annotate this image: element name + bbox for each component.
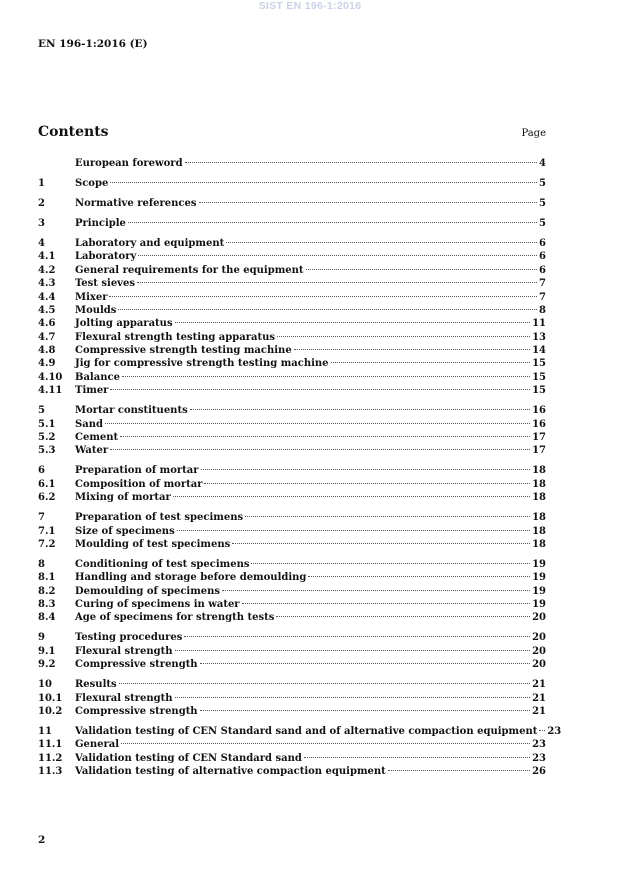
toc-entry-page[interactable]: 16 [532, 418, 546, 430]
toc-entry[interactable] [38, 478, 546, 491]
toc-entry-page[interactable]: 20 [532, 659, 546, 671]
toc-entry-number: 8.4 [38, 612, 56, 624]
toc-entry-page[interactable]: 19 [532, 585, 546, 597]
toc-entry-number: 8.2 [38, 585, 56, 597]
toc-entry-page[interactable]: 21 [532, 706, 546, 717]
toc-entry[interactable] [38, 538, 546, 551]
toc-entry[interactable] [38, 237, 546, 250]
toc-entry[interactable] [38, 357, 546, 370]
toc-entry-number: 11.3 [38, 766, 63, 778]
toc-dot-leader [204, 483, 530, 484]
toc-entry-title[interactable]: Laboratory and equipment [75, 237, 225, 249]
toc-entry-number: 6 [38, 465, 45, 477]
toc-entry-title[interactable]: Mixer [75, 291, 108, 303]
toc-entry[interactable] [38, 277, 546, 290]
toc-entry-title[interactable]: Normative references [75, 197, 197, 209]
toc-entry-title[interactable]: Timer [75, 385, 109, 397]
toc-entry-title[interactable]: Age of specimens for strength tests [75, 612, 275, 624]
toc-entry-number: 4.11 [38, 385, 63, 397]
toc-dot-leader [137, 282, 537, 283]
toc-entry-title[interactable]: Principle [75, 217, 126, 229]
toc-entry-page[interactable]: 18 [532, 478, 546, 490]
toc-entry-number: 11.1 [38, 739, 63, 751]
toc-entry[interactable] [38, 658, 546, 671]
watermark-text: SIST EN 196-1:2016 [258, 0, 362, 12]
toc-entry-page[interactable]: 17 [532, 445, 546, 457]
toc-entry-title[interactable]: Moulds [75, 304, 117, 316]
toc-dot-leader [105, 423, 530, 424]
toc-dot-leader [539, 730, 545, 731]
toc-entry-title[interactable]: Jolting apparatus [75, 318, 173, 330]
toc-entry-number: 7.2 [38, 538, 56, 550]
table-of-contents [38, 157, 562, 779]
toc-entry[interactable] [38, 197, 546, 210]
toc-entry[interactable] [38, 331, 546, 344]
toc-entry-title[interactable]: Preparation of mortar [75, 465, 199, 477]
toc-entry-page[interactable]: 19 [532, 558, 546, 570]
toc-entry-title[interactable]: Compressive strength testing machine [75, 345, 292, 357]
toc-dot-leader [110, 182, 537, 183]
toc-dot-leader [200, 663, 531, 664]
toc-dot-leader [175, 697, 531, 698]
toc-dot-leader [388, 770, 530, 771]
toc-dot-leader [185, 162, 537, 163]
toc-entry[interactable] [38, 431, 546, 444]
toc-entry-title[interactable]: Mixing of mortar [75, 492, 171, 504]
toc-entry-number: 9.2 [38, 659, 56, 671]
toc-dot-leader [173, 496, 530, 497]
toc-entry-number: 8.1 [38, 572, 56, 584]
toc-entry-number: 11 [38, 725, 52, 737]
toc-entry-page[interactable]: 16 [532, 405, 546, 417]
contents-header [38, 124, 546, 144]
toc-entry-page[interactable]: 5 [539, 177, 546, 189]
toc-entry-page[interactable]: 15 [532, 371, 546, 383]
toc-entry-title[interactable]: General [75, 739, 120, 751]
toc-entry-page[interactable]: 26 [532, 766, 546, 778]
toc-entry[interactable] [38, 291, 546, 304]
toc-entry-page[interactable]: 21 [532, 692, 546, 704]
toc-dot-leader [177, 530, 530, 531]
toc-dot-leader [331, 362, 531, 363]
contents-title: Contents [38, 124, 109, 140]
toc-entry[interactable] [38, 598, 546, 611]
toc-dot-leader [138, 255, 537, 256]
toc-entry-title[interactable]: Preparation of test specimens [75, 512, 244, 524]
toc-entry-number: 4.8 [38, 345, 56, 357]
toc-dot-leader [277, 336, 530, 337]
toc-entry-title[interactable]: Water [75, 445, 109, 457]
toc-entry-title[interactable]: Compressive strength [75, 659, 198, 671]
toc-entry-page[interactable]: 13 [532, 331, 546, 343]
toc-entry-page[interactable]: 7 [539, 278, 546, 290]
toc-entry-number: 6.2 [38, 492, 56, 504]
toc-entry-number: 4.5 [38, 304, 56, 316]
toc-dot-leader [109, 296, 537, 297]
toc-dot-leader [251, 563, 530, 564]
toc-entry-number: 4.4 [38, 291, 56, 303]
toc-dot-leader [199, 202, 538, 203]
toc-entry[interactable] [38, 558, 546, 571]
toc-entry-number: 5 [38, 405, 45, 417]
toc-entry-title[interactable]: Balance [75, 371, 120, 383]
toc-entry-page[interactable]: 6 [539, 251, 546, 263]
toc-entry-number: 4.6 [38, 318, 56, 330]
toc-entry-number: 5.2 [38, 432, 56, 443]
toc-entry-number: 1 [38, 177, 45, 189]
toc-entry-page[interactable]: 15 [532, 385, 546, 397]
toc-entry[interactable] [38, 217, 546, 230]
toc-entry[interactable] [38, 705, 546, 718]
toc-entry-page[interactable]: 20 [532, 632, 546, 644]
toc-entry-number: 7 [38, 512, 45, 524]
toc-dot-leader [120, 436, 530, 437]
toc-entry-page[interactable]: 20 [532, 645, 546, 657]
toc-entry-title[interactable]: Demoulding of specimens [75, 585, 221, 597]
toc-entry-page[interactable]: 19 [532, 572, 546, 584]
toc-entry-title[interactable]: European foreword [75, 158, 183, 169]
toc-dot-leader [121, 743, 530, 744]
toc-entry-number: 8 [38, 558, 45, 570]
toc-dot-leader [175, 650, 531, 651]
toc-dot-leader [200, 710, 531, 711]
toc-entry[interactable] [38, 418, 546, 431]
toc-entry[interactable] [38, 264, 546, 277]
toc-entry-title[interactable]: Scope [75, 177, 109, 189]
toc-dot-leader [226, 242, 537, 243]
toc-entry-title[interactable]: Validation testing of alternative compaction equipment [75, 766, 386, 778]
toc-entry-page[interactable]: 23 [532, 739, 546, 751]
toc-entry-number: 10.2 [38, 706, 63, 717]
toc-dot-leader [110, 389, 530, 390]
toc-entry-page[interactable]: 18 [532, 538, 546, 550]
toc-entry[interactable] [38, 525, 546, 538]
toc-entry-number: 4 [38, 237, 45, 249]
toc-entry[interactable] [38, 585, 546, 598]
toc-entry-title[interactable]: Flexural strength testing apparatus [75, 331, 276, 343]
toc-entry[interactable] [38, 444, 546, 457]
toc-entry-page[interactable]: 19 [532, 599, 546, 611]
toc-dot-leader [184, 636, 530, 637]
toc-entry-page[interactable]: 4 [539, 158, 546, 169]
toc-entry[interactable] [38, 678, 546, 691]
toc-entry-number: 2 [38, 197, 45, 209]
toc-entry[interactable] [38, 752, 546, 765]
toc-entry[interactable] [38, 464, 546, 477]
toc-entry[interactable] [38, 725, 562, 738]
toc-entry-title[interactable]: Mortar constituents [75, 405, 188, 417]
toc-entry[interactable] [38, 511, 546, 524]
toc-entry-number: 9.1 [38, 645, 56, 657]
toc-entry[interactable] [38, 304, 546, 317]
toc-entry-number: 4.7 [38, 331, 56, 343]
toc-entry[interactable] [38, 571, 546, 584]
toc-entry-number: 7.1 [38, 525, 56, 537]
toc-entry-title[interactable]: Laboratory [75, 251, 137, 263]
toc-entry[interactable] [38, 645, 546, 658]
toc-dot-leader [308, 576, 530, 577]
toc-entry-title[interactable]: Moulding of test specimens [75, 538, 231, 550]
toc-dot-leader [245, 516, 530, 517]
toc-entry[interactable] [38, 404, 546, 417]
toc-entry-title[interactable]: Curing of specimens in water [75, 599, 240, 611]
toc-entry-number: 4.3 [38, 278, 56, 290]
toc-entry-page[interactable]: 15 [532, 358, 546, 370]
toc-dot-leader [110, 449, 530, 450]
toc-dot-leader [306, 269, 537, 270]
toc-entry[interactable] [38, 692, 546, 705]
toc-dot-leader [201, 469, 531, 470]
toc-entry-title[interactable]: Flexural strength [75, 692, 173, 704]
toc-entry-title[interactable]: Cement [75, 432, 119, 443]
toc-entry-title[interactable]: Validation testing of CEN Standard sand and of alternative compaction equipment [75, 725, 538, 737]
toc-entry-page[interactable]: 7 [539, 291, 546, 303]
toc-entry[interactable] [38, 157, 546, 170]
toc-entry-number: 10.1 [38, 692, 63, 704]
toc-dot-leader [119, 683, 530, 684]
toc-entry-number: 9 [38, 632, 45, 644]
toc-entry-page[interactable]: 20 [532, 612, 546, 624]
toc-entry-number: 3 [38, 217, 45, 229]
toc-entry-title[interactable]: Test sieves [75, 278, 135, 290]
toc-entry[interactable] [38, 384, 546, 397]
toc-entry-page[interactable]: 18 [532, 492, 546, 504]
toc-entry-title[interactable]: Testing procedures [75, 632, 183, 644]
page-column-label: Page [521, 128, 546, 139]
toc-dot-leader [242, 603, 530, 604]
toc-dot-leader [222, 590, 530, 591]
toc-entry-page[interactable]: 11 [532, 318, 546, 330]
toc-entry-number: 10 [38, 679, 52, 691]
toc-entry-number: 4.10 [38, 371, 63, 383]
document-id: EN 196-1:2016 (E) [38, 38, 148, 50]
toc-dot-leader [304, 757, 530, 758]
toc-entry-page[interactable]: 6 [539, 237, 546, 249]
toc-entry-page[interactable]: 18 [532, 525, 546, 537]
toc-entry-number: 5.3 [38, 445, 56, 457]
toc-entry-number: 6.1 [38, 478, 56, 490]
toc-entry-title[interactable]: Sand [75, 418, 103, 430]
toc-dot-leader [128, 222, 537, 223]
toc-entry[interactable] [38, 344, 546, 357]
toc-entry-page[interactable]: 17 [532, 432, 546, 443]
toc-entry-number: 11.2 [38, 752, 63, 764]
toc-entry[interactable] [38, 371, 546, 384]
toc-dot-leader [190, 409, 530, 410]
toc-entry-title[interactable]: Results [75, 679, 117, 691]
toc-entry-number: 5.1 [38, 418, 56, 430]
toc-entry-title[interactable]: Compressive strength [75, 706, 198, 717]
toc-entry-page[interactable]: 21 [532, 679, 546, 691]
toc-dot-leader [276, 616, 530, 617]
toc-entry-page[interactable]: 14 [532, 345, 546, 357]
toc-entry-page[interactable]: 6 [539, 264, 546, 276]
toc-entry-number: 4.9 [38, 358, 56, 370]
toc-entry-number: 8.3 [38, 599, 56, 611]
toc-dot-leader [232, 543, 530, 544]
toc-entry-title[interactable]: Jig for compressive strength testing machine [75, 358, 329, 370]
toc-entry[interactable] [38, 177, 546, 190]
toc-entry-page[interactable]: 8 [539, 304, 546, 316]
toc-entry[interactable] [38, 250, 546, 263]
toc-entry[interactable] [38, 317, 546, 330]
toc-dot-leader [118, 309, 537, 310]
toc-entry-title[interactable]: Size of specimens [75, 525, 175, 537]
toc-dot-leader [122, 376, 530, 377]
toc-entry-title[interactable]: Validation testing of CEN Standard sand [75, 752, 302, 764]
toc-entry-page[interactable]: 18 [532, 512, 546, 524]
toc-dot-leader [175, 322, 531, 323]
toc-entry-title[interactable]: General requirements for the equipment [75, 264, 304, 276]
toc-entry[interactable] [38, 738, 546, 751]
toc-entry-page[interactable]: 5 [539, 197, 546, 209]
toc-entry[interactable] [38, 611, 546, 624]
toc-entry[interactable] [38, 631, 546, 644]
footer-page-number: 2 [38, 834, 46, 846]
toc-entry-page[interactable]: 23 [532, 752, 546, 764]
toc-entry-title[interactable]: Handling and storage before demoulding [75, 572, 307, 584]
toc-entry-title[interactable]: Flexural strength [75, 645, 173, 657]
toc-entry[interactable] [38, 491, 546, 504]
toc-entry-page[interactable]: 18 [532, 465, 546, 477]
toc-entry-title[interactable]: Conditioning of test specimens [75, 558, 250, 570]
toc-entry-number: 4.1 [38, 251, 56, 263]
toc-entry-page[interactable]: 5 [539, 217, 546, 229]
toc-dot-leader [294, 349, 530, 350]
toc-entry-title[interactable]: Composition of mortar [75, 478, 203, 490]
toc-entry-number: 4.2 [38, 264, 56, 276]
toc-entry[interactable] [38, 765, 546, 778]
toc-entry-page[interactable]: 23 [547, 725, 562, 737]
